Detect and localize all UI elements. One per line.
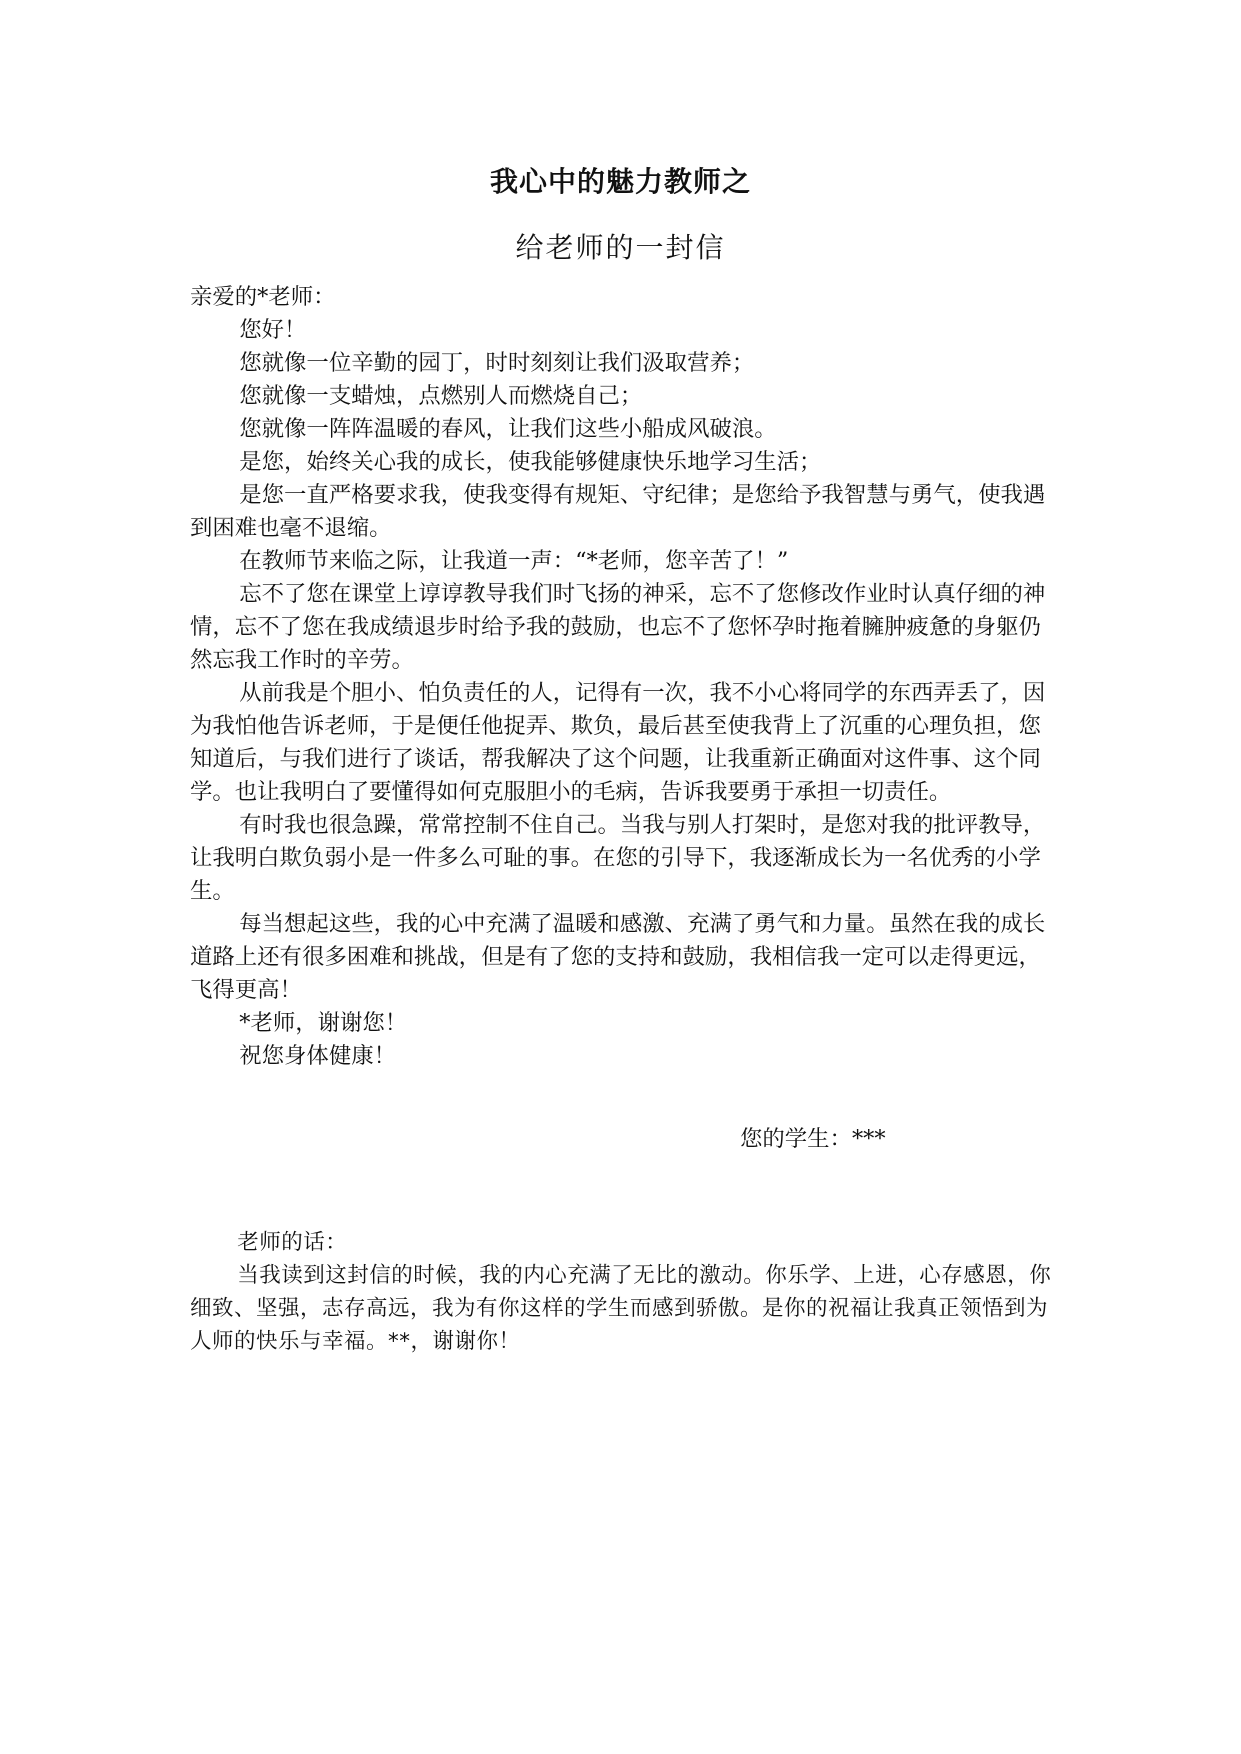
- teacher-reply-heading: 老师的话：: [237, 1230, 348, 1255]
- letter-paragraph: 从前我是个胆小、怕负责任的人，记得有一次，我不小心将同学的东西弄丢了，因为我怕他告诉老师，于是便任他捉弄、欺负，最后甚至使我背上了沉重的心理负担，您知道后，与我们进行了谈话，帮我解决了这个问题，让我重新正确面对这件事、这个同学。也让我明白了要懂得如何克服胆小的毛病，告诉我要勇于承担一切责任。: [190, 680, 1046, 805]
- letter-paragraph: 是您一直严格要求我，使我变得有规矩、守纪律；是您给予我智慧与勇气，使我遇到困难也毫不退缩。: [190, 482, 1046, 541]
- letter-signature: 您的学生：***: [740, 1126, 886, 1152]
- teacher-reply-body: 当我读到这封信的时候，我的内心充满了无比的激动。你乐学、上进，心存感恩，你细致、坚强，志存高远，我为有你这样的学生而感到骄傲。是你的祝福让我真正领悟到为人师的快乐与幸福。**，谢谢你！: [190, 1263, 1052, 1354]
- letter-paragraph: 在教师节来临之际，让我道一声：“*老师，您辛苦了！”: [239, 548, 789, 574]
- document-title: 我心中的魅力教师之: [489, 165, 751, 198]
- teacher-reply: [190, 1226, 1060, 1358]
- letter-paragraph: 您好！: [239, 317, 307, 343]
- letter-paragraph: 是您，始终关心我的成长，使我能够健康快乐地学习生活；: [239, 449, 822, 475]
- letter-paragraph: 您就像一位辛勤的园丁，时时刻刻让我们汲取营养；: [239, 350, 755, 376]
- letter-salutation: 亲爱的*老师：: [190, 284, 336, 310]
- letter-paragraph: 忘不了您在课堂上谆谆教导我们时飞扬的神采，忘不了您修改作业时认真仔细的神情，忘不了您在我成绩退步时给予我的鼓励，也忘不了您怀孕时拖着臃肿疲惫的身躯仍然忘我工作时的辛劳。: [190, 581, 1046, 673]
- document-subtitle: 给老师的一封信: [515, 231, 726, 264]
- letter-closing: *老师，谢谢您！: [239, 1010, 408, 1036]
- letter-paragraph: 您就像一支蜡烛，点燃别人而燃烧自己；: [239, 383, 643, 409]
- letter-paragraph: 有时我也很急躁，常常控制不住自己。当我与别人打架时，是您对我的批评教导，让我明白欺负弱小是一件多么可耻的事。在您的引导下，我逐渐成长为一名优秀的小学生。: [190, 812, 1046, 904]
- letter-paragraph: 您就像一阵阵温暖的春风，让我们这些小船成风破浪。: [239, 416, 777, 442]
- letter-body: [190, 281, 1060, 1073]
- letter-closing: 祝您身体健康！: [239, 1043, 396, 1069]
- letter-paragraph: 每当想起这些，我的心中充满了温暖和感激、充满了勇气和力量。虽然在我的成长道路上还有很多困难和挑战，但是有了您的支持和鼓励，我相信我一定可以走得更远，飞得更高！: [190, 911, 1046, 1003]
